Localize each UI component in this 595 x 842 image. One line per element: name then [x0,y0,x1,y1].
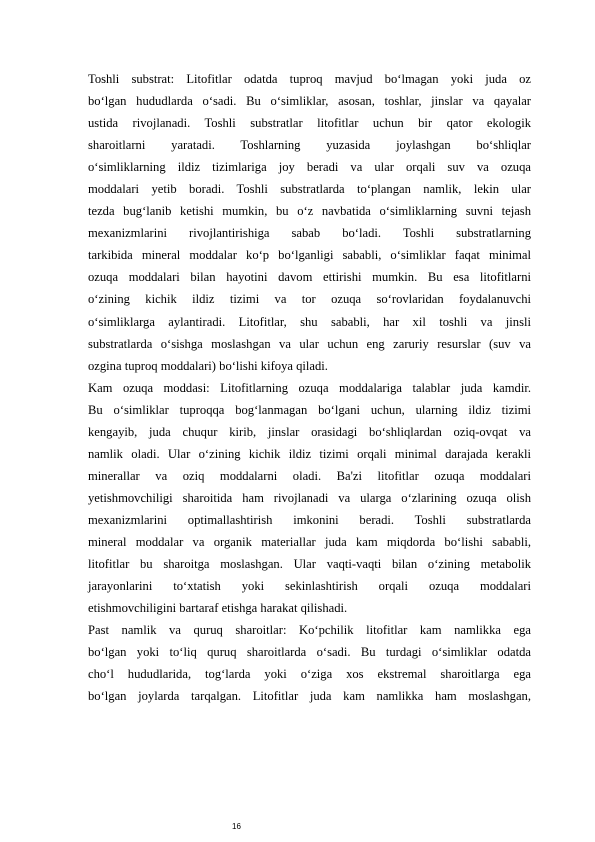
text-line: sharoitlarni yaratadi. Toshlarning yuzasida joylashgan bo‘shliqlar [88,138,531,153]
text-line: Toshli substrat: Litofitlar odatda tuproq mavjud bo‘lmagan yoki juda oz [88,72,531,86]
text-line: ozuqa moddalari bilan hayotini davom ettirishi mumkin. Bu esa litofitlarni [88,270,531,285]
text-line: Kam ozuqa moddasi: Litofitlarning ozuqa moddalariga talablar juda kamdir. [88,380,531,395]
text-line: o‘simliklarning ildiz tizimlariga joy beradi va ular orqali suv va ozuqa [88,160,531,175]
text-line: ozgina tuproq moddalari) bo‘lishi kifoya qiladi. [88,358,328,373]
text-line: Bu o‘simliklar tuproqqa bog‘lanmagan bo‘lgani uchun, ularning ildiz tizimi [88,402,531,417]
text-line: tezda bug‘lanib ketishi mumkin, bu o‘z navbatida o‘simliklarning suvni tejash [88,204,531,219]
text-line: etishmovchiligini bartaraf etishga harakat qilishadi. [88,601,348,616]
paragraph-toshli-substrat [88,68,531,377]
text-line: bo‘lgan yoki to‘liq quruq sharoitlarda o‘sadi. Bu turdagi o‘simliklar odatda [88,645,531,660]
page-number: 16 [232,822,241,831]
text-line: litofitlar bu sharoitga moslashgan. Ular vaqti-vaqti bilan o‘zining metabolik [88,557,531,572]
text-line: ustida rivojlanadi. Toshli substratlar litofitlar uchun bir qator ekologik [88,116,531,131]
text-line: Past namlik va quruq sharoitlar: Ko‘pchilik litofitlar kam namlikka ega [88,623,531,638]
text-line: o‘simliklarga aylantiradi. Litofitlar, shu sababli, har xil toshli va jinsli [88,314,531,329]
text-line: namlik oladi. Ular o‘zining kichik ildiz tizimi orqali minimal darajada kerakli [88,446,531,461]
text-line: mexanizmlarini rivojlantirishiga sabab bo‘ladi. Toshli substratlarning [88,226,531,241]
text-line: tarkibida mineral moddalar ko‘p bo‘lganligi sababli, o‘simliklar faqat minimal [88,248,531,263]
text-line: kengayib, juda chuqur kirib, jinslar orasidagi bo‘shliqlardan oziq-ovqat va [88,424,531,439]
text-line: cho‘l hududlarida, tog‘larda yoki o‘ziga xos ekstremal sharoitlarga ega [88,667,531,682]
text-line: mexanizmlarini optimallashtirish imkonini beradi. Toshli substratlarda [88,512,531,527]
document-body [88,68,531,707]
text-line: yetishmovchiligi sharoitida ham rivojlanadi va ularga o‘zlarining ozuqa olish [88,490,531,505]
text-line: minerallar va oziq moddalarni oladi. Ba'zi litofitlar ozuqa moddalari [88,468,531,483]
paragraph-kam-ozuqa-moddasi [88,377,531,620]
text-line: bo‘lgan joylarda tarqalgan. Litofitlar juda kam namlikka ham moslashgan, [88,689,531,704]
paragraph-past-namlik [88,619,531,707]
text-line: jarayonlarini to‘xtatish yoki sekinlashtirish orqali ozuqa moddalari [88,579,531,594]
text-line: mineral moddalar va organik materiallar juda kam miqdorda bo‘lishi sababli, [88,534,531,549]
text-line: substratlarda o‘sishga moslashgan va ular uchun eng zaruriy resurslar (suv va [88,336,531,351]
text-line: o‘zining kichik ildiz tizimi va tor ozuqa so‘rovlaridan foydalanuvchi [88,292,531,307]
text-line: bo‘lgan hududlarda o‘sadi. Bu o‘simliklar, asosan, toshlar, jinslar va qayalar [88,94,531,109]
text-line: moddalari yetib boradi. Toshli substratlarda to‘plangan namlik, lekin ular [88,182,531,197]
